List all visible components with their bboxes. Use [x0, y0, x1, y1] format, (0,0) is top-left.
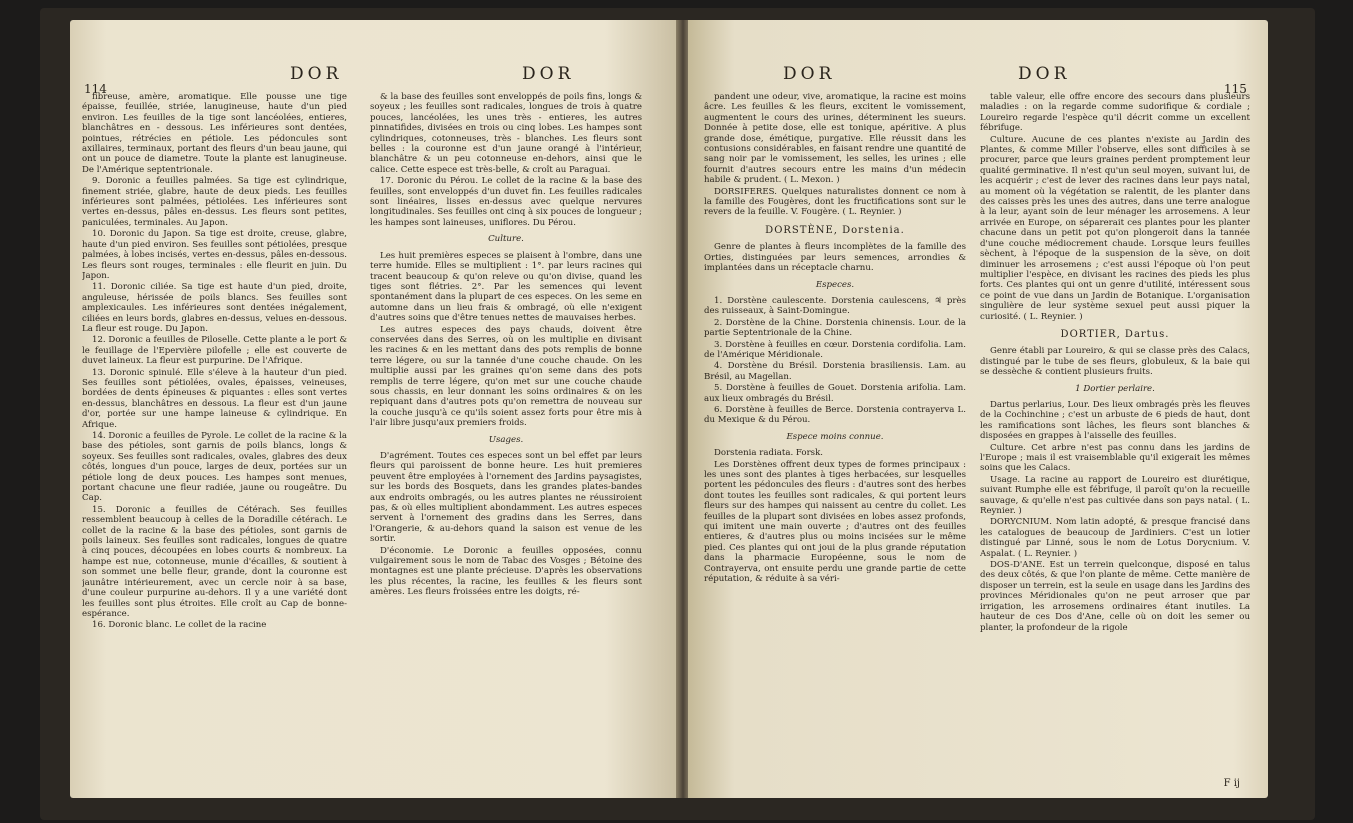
paragraph: 12. Doronic a feuilles de Piloselle. Cette plante a le port & le feuillage de l'Epervière pilofelle ; elle est couverte de duvet laineux. La fleur est purpurine. De l'Afrique.: [82, 335, 347, 367]
paragraph: Dartus perlarius, Lour. Des lieux ombragés près les fleuves de la Cochinchine ; c'est un arbuste de 6 pieds de haut, dont les ramifications sont lâches, les fleurs sont blanches & disposées en grappes à l'aisselle des feuilles.: [980, 399, 1250, 442]
left-page: [70, 20, 678, 798]
running-head: DOR: [290, 64, 343, 84]
right-column-2: [980, 92, 1250, 798]
paragraph: 4. Dorstène du Brésil. Dorstenia brasiliensis. Lam. au Brésil, au Magellan.: [704, 361, 966, 382]
paragraph: 10. Doronic du Japon. Sa tige est droite, creuse, glabre, haute d'un pied environ. Ses feuilles sont pétiolées, presque palmées, à lobes incisés, vertes en-dessus, pâles en-dessous. Les fleurs sont rouges, terminales : elle fleurit en juin. Du Japon.: [82, 229, 347, 281]
paragraph: 6. Dorstène à feuilles de Berce. Dorstenia contrayerva L. du Mexique & du Pérou.: [704, 404, 966, 426]
paragraph: 16. Doronic blanc. Le collet de la racine: [92, 620, 267, 631]
paragraph: Les Dorstènes offrent deux types de formes principaux : les unes sont des plantes à tiges herbacées, sur lesquelles portent les pédoncules des fleurs : d'autres sont des herbes dont toutes les feuilles sont radicales, & qui portent leurs fleurs sur des hampes qui naissent au centre du collet. Les feuilles de la plupart sont divisées en lobes assez profonds, qui imitent une main ouverte ; d'autres ont des feuilles entieres, & d'autres plus ou moins incisées sur le même pied. Ces plantes qui ont joui de la plus grande réputation dans la pharmacie Européenne, sous le nom de Contrayerva, ont ensuite perdu une grande partie de cette réputation, & réduite à sa véri-: [704, 459, 966, 585]
paragraph: Genre établi par Loureiro, & qui se classe près des Calacs, distingué par le tube de ses fleurs, globuleux, & la baie qui se dessèche & contient plusieurs fruits.: [980, 346, 1250, 378]
section-heading: Usages.: [488, 434, 524, 445]
page-number: 115: [1224, 82, 1247, 96]
paragraph: D'économie. Le Doronic a feuilles opposées, connu vulgairement sous le nom de Tabac des Vosges ; Bétoine des montagnes est une plante précieuse. D'après les observations les plus récentes, la racine, les feuilles & les fleurs sont amères. Les fleurs froissées entre les doigts, ré-: [370, 545, 642, 598]
running-head-col2: DOR: [522, 64, 575, 84]
page-number: 114: [84, 82, 107, 96]
paragraph: 11. Doronic ciliée. Sa tige est haute d'un pied, droite, anguleuse, hérissée de poils blancs. Ses feuilles sont amplexicaules. Les inférieures sont dentées inégalement, ciliées en leurs bords, glabres en-dessus, velues en-dessous. La fleur est rouge. Du Japon.: [82, 282, 347, 334]
paragraph: Culture. Aucune de ces plantes n'existe au Jardin des Plantes, & comme Miller l'observe, elles sont difficiles à se procurer, parce que leurs graines perdent promptement leur qualité germinative. Il n'est qu'un seul moyen, suivant lui, de les acquérir ; c'est de lever des racines dans leur pays natal, au moment où la végétation se ralentit, de les planter dans des caisses près les unes des autres, dans une terre analogue à la leur, ayant soin de leur ménager les arrosemens. A leur arrivée en Europe, on séparerait ces plantes pour les planter chacune dans un petit pot qu'on plongeroit dans la tannée d'une couche médiocrement chaude. Lorsque leurs feuilles sèchent, à l'époque de la suspension de la sève, on doit diminuer les arrosemens ; c'est aussi l'époque où l'on peut multiplier l'espèce, en divisant les racines des pieds les plus forts. Ces plantes qui ont un genre d'utilité, intéressent sous ce point de vue dans un Jardin de Botanique. L'organisation singulière de leur système sexuel peut aussi piquer la curiosité. ( L. Reynier. ): [980, 134, 1250, 322]
paragraph: fibreuse, amère, aromatique. Elle pousse une tige épaisse, feuillée, striée, lanugineuse, haute d'un pied environ. Les feuilles de la tige sont lancéolées, entieres, blanchâtres en - dessous. Les inférieures sont dentées, pointues, rétrécies en pétiole. Les pédoncules sont axillaires, terminaux, portant des fleurs d'un beau jaune, qui ont un pouce de diametre. Toute la plante est lanugineuse. De l'Amérique septentrionale.: [82, 92, 347, 175]
section-heading: Espece moins connue.: [786, 431, 884, 442]
signature-mark: F ij: [1223, 778, 1240, 789]
paragraph: table valeur, elle offre encore des secours dans plusieurs maladies : on la regarde comme sudorifique & cordiale ; Loureiro regarde l'espèce qu'il décrit comme un excellent fébrifuge.: [980, 92, 1250, 134]
section-heading: Culture.: [488, 234, 524, 245]
paragraph: 3. Dorstène à feuilles en cœur. Dorstenia cordifolia. Lam. de l'Amérique Méridionale.: [704, 339, 966, 360]
section-heading: 1 Dortier perlaire.: [1075, 383, 1155, 394]
paragraph: Les autres especes des pays chauds, doivent être conservées dans des Serres, où on les multiplie en divisant les racines & en les mettant dans des pots remplis de bonne terre légere, ou sur la tannée d'une couche chaude. On les multiplie aussi par les graines qu'on seme dans des pots remplis de terre légere, qu'on met sur une couche chaude sous chassis, en leur donnant les soins ordinaires & on les repiquant dans d'autres pots qu'on remettra de nouveau sur la couche jusqu'à ce qu'ils soient assez forts pour être mis à l'air libre jusqu'aux premiers froids.: [370, 324, 642, 429]
paragraph: 14. Doronic a feuilles de Pyrole. Le collet de la racine & la base des pétioles, sont garnis de poils blancs, longs & soyeux. Ses feuilles sont radicales, ovales, glabres des deux côtés, longues d'un pouce, larges de deux, portées sur un pétiole long de deux pouces. Les hampes sont menues, portant chacune une fleur radiée, jaune ou rougeâtre. Du Cap.: [82, 431, 347, 504]
paragraph: DORSIFERES. Quelques naturalistes donnent ce nom à la famille des Fougères, dont les fructifications sont sur le revers de la feuille. V. Fougère. ( L. Reynier. ): [704, 186, 966, 218]
entry-heading: DORSTÈNE, Dorstenia.: [765, 224, 905, 236]
right-column-1: [704, 92, 966, 798]
paragraph: DORYCNIUM. Nom latin adopté, & presque francisé dans les catalogues de beaucoup de Jardiniers. C'est un lotier distingué par Linné, sous le nom de Lotus Dorycnium. V. Aspalat. ( L. Reynier. ): [980, 517, 1250, 559]
paragraph: Dorstenia radiata. Forsk.: [714, 448, 824, 459]
right-page: [688, 20, 1268, 798]
section-heading: Especes.: [815, 279, 855, 290]
paragraph: Culture. Cet arbre n'est pas connu dans les jardins de l'Europe ; mais il est vraisemblable qu'il exigerait les mêmes soins que les Calacs.: [980, 442, 1250, 474]
paragraph: Les huit premières especes se plaisent à l'ombre, dans une terre humide. Elles se multiplient : 1°. par leurs racines qui tracent beaucoup & qu'on releve ou qu'on divise, quand les tiges sont flétries. 2°. Par les semences qui levent spontanément dans la plupart de ces especes. On les seme en automne dans un lieu frais & ombragé, où elle n'exigent d'autres soins que d'être tenues nettes de mauvaises herbes.: [370, 250, 642, 324]
paragraph: & la base des feuilles sont enveloppés de poils fins, longs & soyeux ; les feuilles sont radicales, longues de trois à quatre pouces, lancéolées, les unes très - entieres, les autres pinnatifides, divisées en trois ou cinq lobes. Les hampes sont cylindriques, cotonneuses, très - blanches. Les fleurs sont belles : la couronne est d'un jaune orangé à l'intérieur, blanchâtre & un peu cotonneuse en-dehors, ainsi que le calice. Cette espece est très-belle, & croît au Paraguai.: [370, 92, 642, 175]
paragraph: DOS-D'ANE. Est un terrein quelconque, disposé en talus des deux côtés, & que l'on plante de même. Cette manière de disposer un terrein, est la seule en usage dans les Jardins des provinces Méridionales qu'on ne peut arroser que par irrigation, les arrosemens ordinaires étant inutiles. La hauteur de ces Dos d'Ane, celle où on doit les semer ou planter, la profondeur de la rigole: [980, 560, 1250, 633]
running-head-col2: DOR: [1018, 64, 1071, 84]
paragraph: 1. Dorstène caulescente. Dorstenia caulescens, ♃ près des ruisseaux, à Saint-Domingue.: [704, 295, 966, 317]
left-column-2: [370, 92, 642, 798]
left-column-1: [82, 92, 347, 798]
paragraph: Genre de plantes à fleurs incomplètes de la famille des Orties, distinguées par leurs semences, arrondies & implantées dans un réceptacle charnu.: [704, 242, 966, 274]
paragraph: 13. Doronic spinulé. Elle s'éleve à la hauteur d'un pied. Ses feuilles sont pétiolées, ovales, épaisses, veineuses, bordées de dents épineuses & piquantes : elles sont vertes en-dessus, blanchâtres en dessous. La fleur est d'un jaune d'or, portée sur une hampe laineuse & cylindrique. En Afrique.: [82, 367, 347, 430]
paragraph: 15. Doronic a feuilles de Cétérach. Ses feuilles ressemblent beaucoup à celles de la Doradille cétérach. Le collet de la racine & la base des pétioles, sont garnis de poils laineux. Ses feuilles sont radicales, longues de quatre à cinq pouces, découpées en lobes courts & nombreux. La hampe est nue, cotonneuse, munie d'écailles, & soutient à son sommet une belle fleur, grande, dont la couronne est jaunâtre intérieurement, avec un cercle noir à sa base, d'une couleur purpurine au-dehors. Il y a une variété dont les feuilles sont plus étroites. Elle croît au Cap de bonne-espérance.: [82, 504, 347, 619]
paragraph: Usage. La racine au rapport de Loureiro est diurétique, suivant Rumphe elle est fébrifuge, il paroît qu'on la recueille sauvage, & qu'elle n'est pas cultivée dans son pays natal. ( L. Reynier. ): [980, 474, 1250, 517]
paragraph: 17. Doronic du Pérou. Le collet de la racine & la base des feuilles, sont enveloppés d'un duvet fin. Les feuilles radicales sont linéaires, lisses en-dessus avec quelque nervures longitudinales. Ses feuilles ont cinq à six pouces de longueur ; les hampes sont laineuses, uniflores. Du Pérou.: [370, 176, 642, 228]
entry-heading: DORTIER, Dartus.: [1060, 328, 1170, 340]
paragraph: D'agrément. Toutes ces especes sont un bel effet par leurs fleurs qui paroissent de bonne heure. Les huit premieres peuvent être employées à l'ornement des Jardins paysagistes, sur les bords des Bosquets, dans les grandes plates-bandes aux endroits ombragés, ou les autres plantes ne réussiroient pas, & où elles multiplient abondamment. Les autres especes servent à l'ornement des gradins dans les Serres, dans l'Orangerie, & au-dehors quand la saison est venue de les sortir.: [370, 451, 642, 545]
paragraph: 2. Dorstène de la Chine. Dorstenia chinensis. Lour. de la partie Septentrionale de la Chine.: [704, 317, 966, 339]
paragraph: 5. Dorstène à feuilles de Gouet. Dorstenia arifolia. Lam. aux lieux ombragés du Brésil.: [704, 383, 966, 404]
paragraph: pandent une odeur, vive, aromatique, la racine est moins âcre. Les feuilles & les fleurs, excitent le vomissement, augmentent le cours des urines, déterminent les sueurs. Donnée à petite dose, elle est tonique, apéritive. A plus grande dose, émétique, purgative. Elle réussit dans les contusions considérables, en faisant rendre une quantité de sang noir par le vomissement, les selles, les urines ; elle fournit d'autres secours entre les mains d'un médecin habile & prudent. ( L. Mexon. ): [704, 92, 966, 186]
paragraph: 9. Doronic a feuilles palmées. Sa tige est cylindrique, finement striée, glabre, haute de deux pieds. Les feuilles inférieures sont palmées, pétiolées. Les inférieures sont vertes en-dessus, pâles en-dessus. Les fleurs sont petites, paniculées, terminales. Au Japon.: [82, 176, 347, 228]
running-head: DOR: [783, 64, 836, 84]
